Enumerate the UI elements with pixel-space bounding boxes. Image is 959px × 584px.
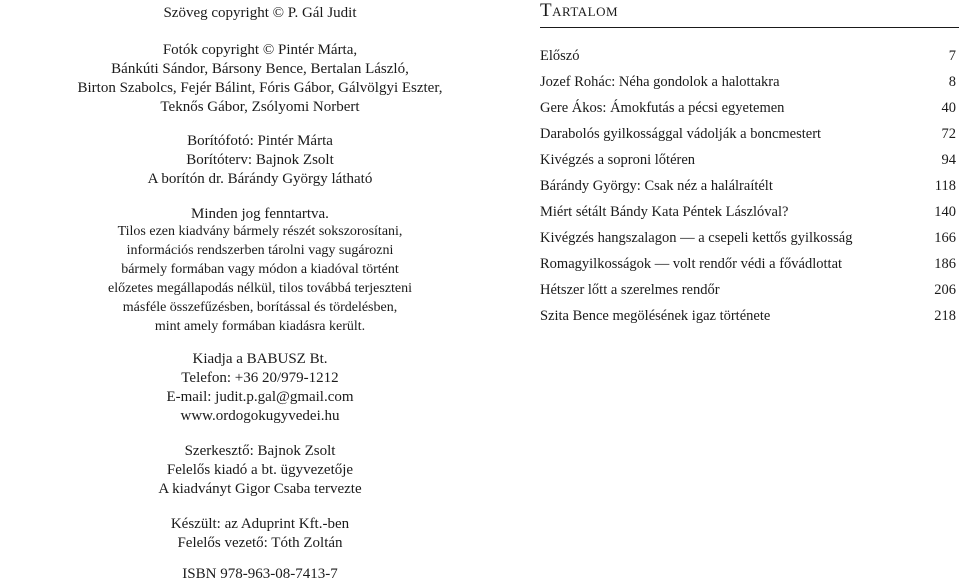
toc-title: Tartalom bbox=[540, 0, 619, 21]
toc-entry-title: Kivégzés a soproni lőtéren bbox=[540, 152, 696, 168]
toc-entry bbox=[540, 201, 956, 223]
cover-design-credit: Borítóterv: Bajnok Zsolt bbox=[186, 152, 334, 168]
toc-entry bbox=[540, 123, 956, 145]
rights-text-line: Tilos ezen kiadvány bármely részét sokszorosítani, bbox=[117, 224, 403, 239]
editor-credit: Szerkesztő: Bajnok Zsolt bbox=[184, 443, 336, 459]
cover-subject: A borítón dr. Bárándy György látható bbox=[147, 171, 373, 187]
toc-entry-page: 166 bbox=[934, 230, 956, 246]
toc-entry-title: Szita Bence megölésének igaz története bbox=[540, 308, 771, 324]
printer-credit: Készült: az Aduprint Kft.-ben bbox=[170, 516, 350, 532]
toc-entry-page: 140 bbox=[934, 204, 956, 220]
rights-text-line: előzetes megállapodás nélkül, tilos továbbá terjeszteni bbox=[107, 281, 412, 296]
toc-entry bbox=[540, 227, 956, 249]
toc-entry bbox=[540, 71, 956, 93]
toc-divider bbox=[540, 27, 959, 28]
printer-manager: Felelős vezető: Tóth Zoltán bbox=[177, 535, 343, 551]
toc-entry-page: 94 bbox=[941, 152, 956, 168]
publisher-phone: Telefon: +36 20/979-1212 bbox=[181, 370, 339, 386]
designer-credit: A kiadványt Gigor Csaba tervezte bbox=[158, 481, 362, 497]
toc-entry bbox=[540, 149, 956, 171]
rights-text-line: információs rendszerben tárolni vagy sugározni bbox=[126, 243, 394, 258]
toc-entry-page: 7 bbox=[948, 48, 956, 64]
toc-entry-page: 72 bbox=[941, 126, 956, 142]
toc-entry bbox=[540, 45, 956, 67]
toc-entry-title: Darabolós gyilkossággal vádolják a boncmestert bbox=[540, 126, 822, 142]
publisher-email: E-mail: judit.p.gal@gmail.com bbox=[166, 389, 354, 405]
rights-text-line: másféle összefűzésben, borítással és tördelésben, bbox=[122, 300, 398, 315]
toc-entry-page: 118 bbox=[934, 178, 956, 194]
table-of-contents bbox=[540, 0, 959, 580]
rights-text-line: bármely formában vagy módon a kiadóval történt bbox=[121, 262, 399, 277]
toc-entry-page: 8 bbox=[948, 74, 956, 90]
toc-entry-title: Jozef Rohác: Néha gondolok a halottakra bbox=[540, 74, 780, 90]
cover-photo-credit: Borítófotó: Pintér Márta bbox=[187, 133, 333, 149]
toc-entry bbox=[540, 253, 956, 275]
toc-entry-title: Bárándy György: Csak néz a halálraítélt bbox=[540, 178, 773, 194]
toc-entry bbox=[540, 305, 956, 327]
rights-reserved: Minden jog fenntartva. bbox=[191, 206, 329, 222]
toc-entry-title: Romagyilkosságok — volt rendőr védi a fővádlottat bbox=[540, 256, 843, 272]
toc-entry bbox=[540, 279, 956, 301]
photo-credit-line: Fotók copyright © Pintér Márta, bbox=[162, 42, 358, 58]
toc-entry-page: 186 bbox=[934, 256, 956, 272]
toc-entry-title: Miért sétált Bándy Kata Péntek Lászlóval? bbox=[540, 204, 789, 220]
toc-entry-page: 206 bbox=[934, 282, 956, 298]
toc-entry bbox=[540, 175, 956, 197]
publisher-name: Kiadja a BABUSZ Bt. bbox=[192, 351, 328, 367]
responsible-publisher: Felelős kiadó a bt. ügyvezetője bbox=[166, 462, 354, 478]
toc-entry-title: Gere Ákos: Ámokfutás a pécsi egyetemen bbox=[540, 100, 785, 116]
photo-credit-line: Birton Szabolcs, Fejér Bálint, Fóris Gábor, Gálvölgyi Eszter, bbox=[77, 80, 443, 96]
photo-credit-line: Teknős Gábor, Zsólyomi Norbert bbox=[160, 99, 360, 115]
text-copyright: Szöveg copyright © P. Gál Judit bbox=[163, 5, 357, 21]
toc-entry-title: Hétszer lőtt a szerelmes rendőr bbox=[540, 282, 720, 298]
photo-credit-line: Bánkúti Sándor, Bársony Bence, Bertalan László, bbox=[111, 61, 409, 77]
toc-entry-page: 218 bbox=[934, 308, 956, 324]
rights-text-line: mint amely formában kiadásra került. bbox=[154, 319, 366, 334]
toc-entry-page: 40 bbox=[941, 100, 956, 116]
toc-entry-title: Előszó bbox=[540, 48, 580, 64]
toc-entry-title: Kivégzés hangszalagon — a csepeli kettős gyilkosság bbox=[540, 230, 853, 246]
toc-entry bbox=[540, 97, 956, 119]
isbn: ISBN 978-963-08-7413-7 bbox=[182, 566, 338, 582]
publisher-website: www.ordogokugyvedei.hu bbox=[180, 408, 340, 424]
